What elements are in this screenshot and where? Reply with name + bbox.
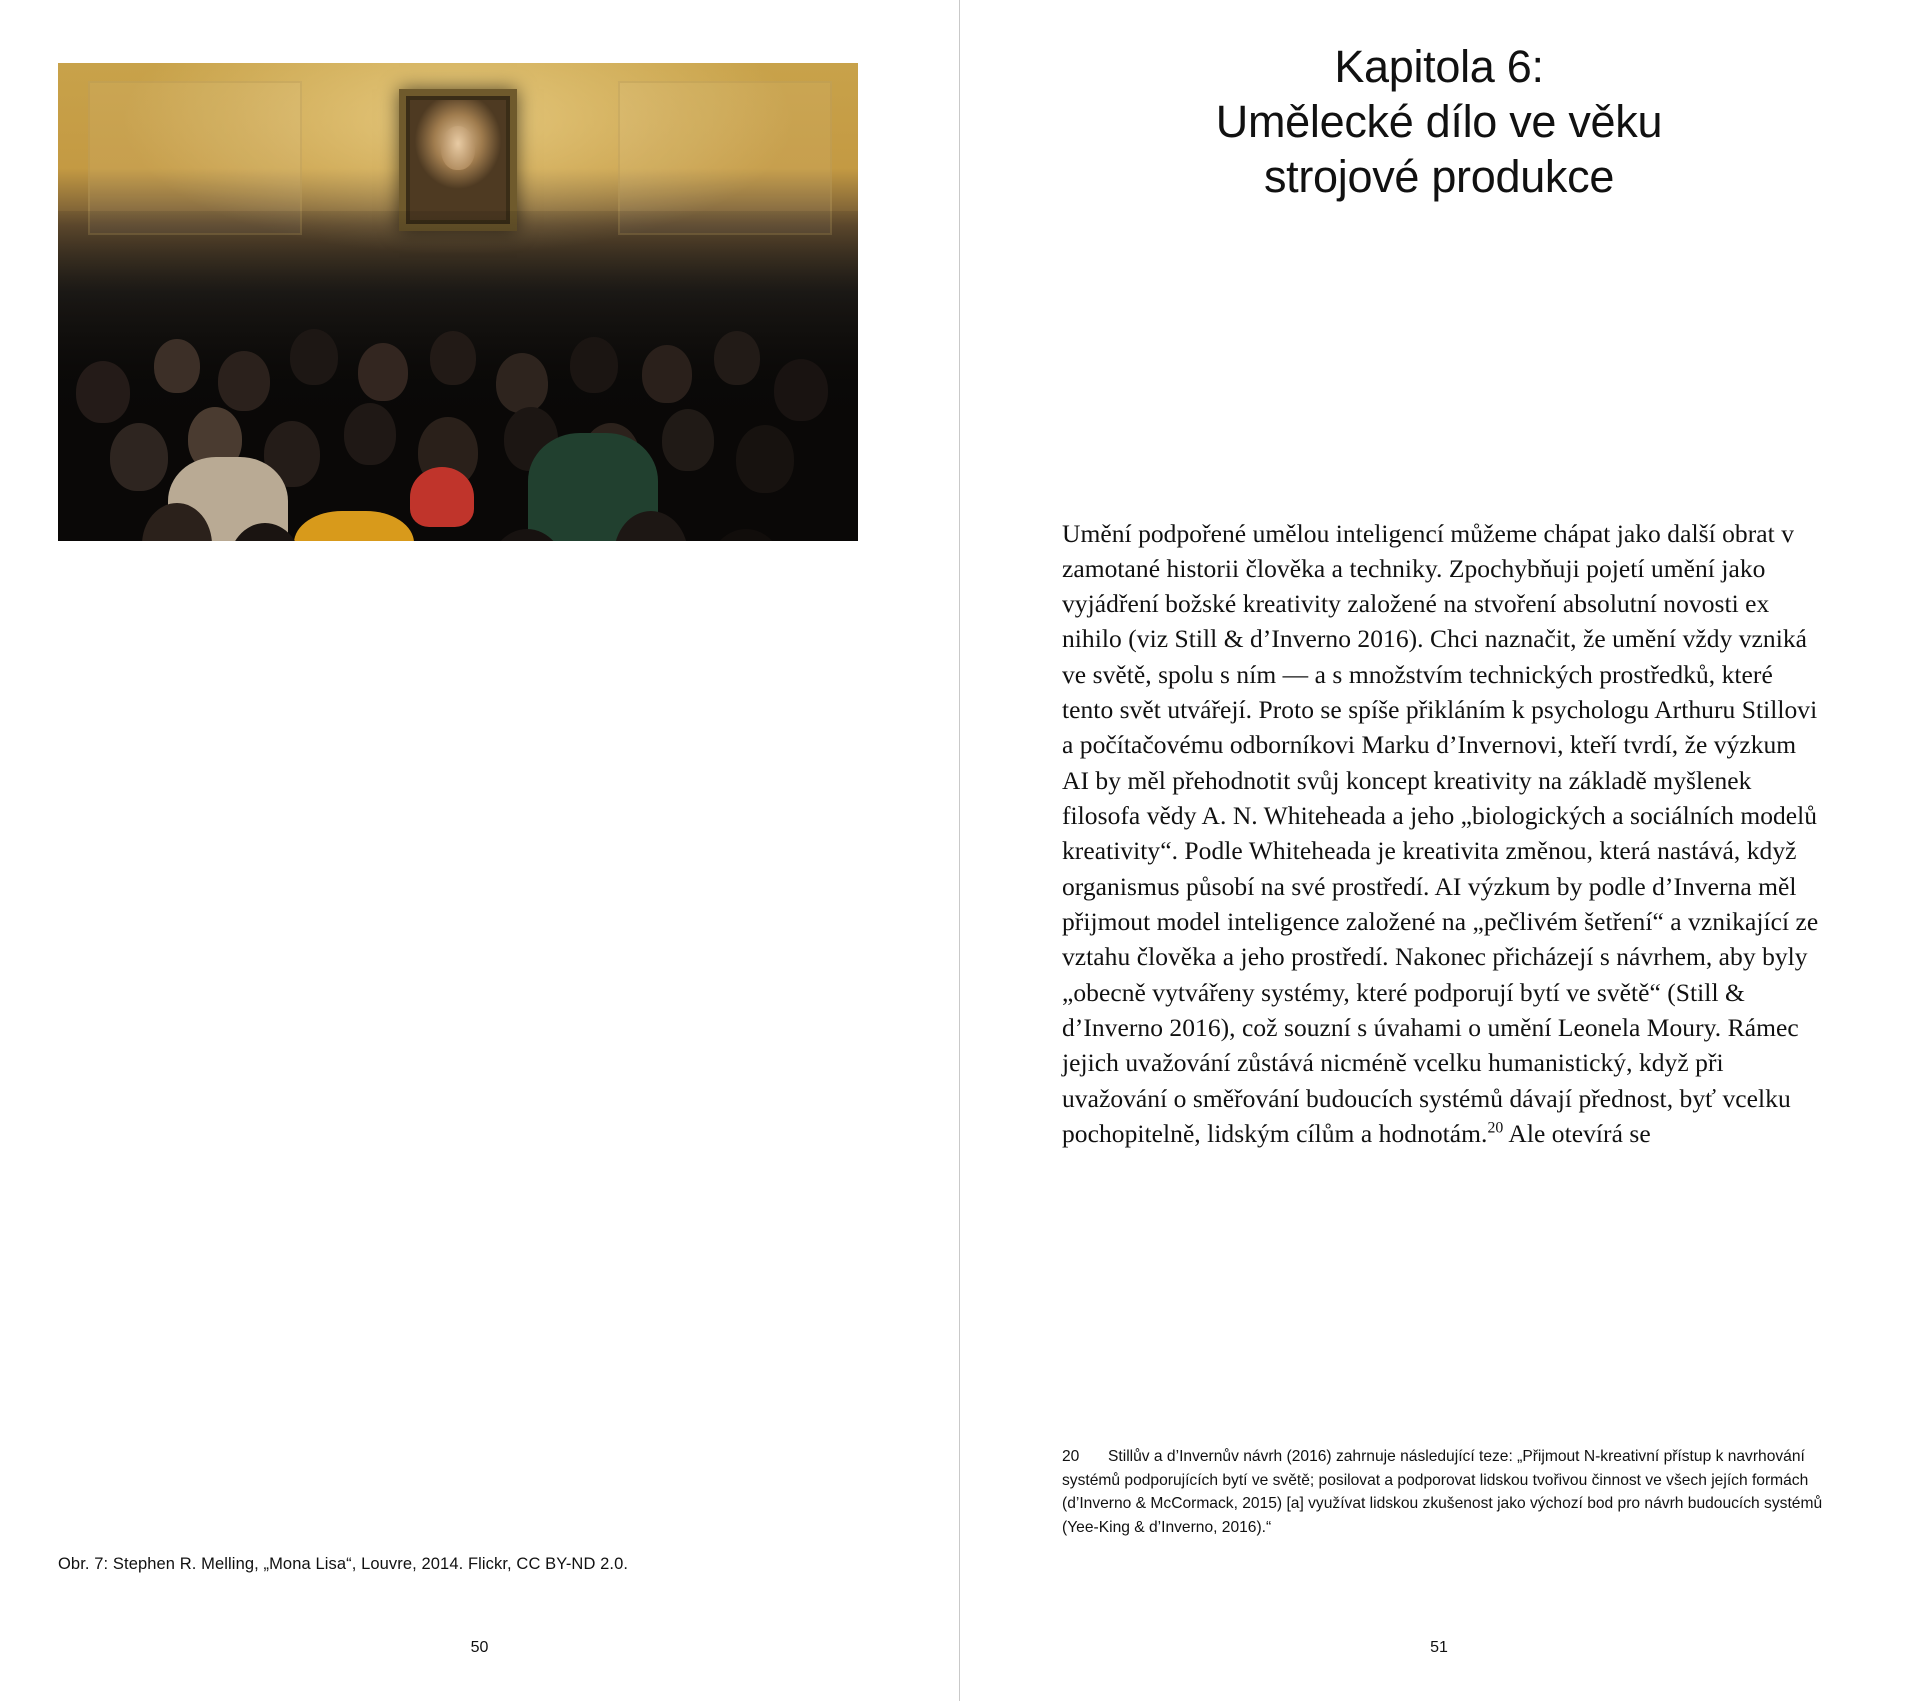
yellow-garment [294,511,414,541]
footnote-marker: 20 [1487,1119,1504,1137]
body-paragraph-tail: Ale otevírá se [1503,1118,1651,1148]
page-number-right: 51 [1430,1639,1448,1656]
crowd-of-visitors [58,211,858,541]
mona-lisa-canvas [410,100,506,220]
chapter-title-line-1: Kapitola 6: [1334,41,1544,92]
chapter-title [1019,40,1859,205]
chapter-title-line-2: Umělecké dílo ve věku [1215,95,1663,147]
photograph [58,63,858,541]
figure-mona-lisa-crowd [58,63,858,541]
red-hat [410,467,474,527]
footnote-text: Stillův a d’Invernův návrh (2016) zahrnuje následující teze: „Přijmout N-kreativní přístup k navrhování systémů podporujících bytí ve světě; posilovat a podporovat lidskou tvořivou činnost ve všech jejích formách (d’Inverno & McCormack, 2015) [a] využívat lidskou zkušenost jako výchozí bod pro návrh budoucích systémů (Yee-King & d’Inverno, 2016).“ [1062,1448,1823,1537]
body-paragraph-text: Umění podpořené umělou inteligencí můžeme chápat jako další obrat v zamotané historii člověka a techniky. Zpochybňuji pojetí umění jako vyjádření božské kreativity založené na stvoření absolutní novosti ex nihilo (viz Still & d’Inverno 2016). Chci naznačit, že umění vždy vzniká ve světě, spolu s ním — a s množstvím technických prostředků, které tento svět utvářejí. Proto se spíše přikláním k psychologu Arthuru Stillovi a počítačovému odborníkovi Marku d’Invernovi, kteří tvrdí, že výzkum AI by měl přehodnotit svůj koncept kreativity na základě myšlenek filosofa vědy A. N. Whiteheada a jeho „biologických a sociálních modelů kreativity“. Podle Whiteheada je kreativita změnou, která nastává, když organismus působí na své prostředí. AI výzkum by podle d’Inverna měl přijmout model inteligence založené na „pečlivém šetření“ a vznikající ze vztahu člověka a jeho prostředí. Nakonec přicházejí s návrhem, aby byly „obecně vytvářeny systémy, které podporují bytí ve světě“ (Still & d’Inverno 2016), což souzní s úvahami o umění Leonela Moury. Rámec jejich uvažování zůstává nicméně vcelku humanistický, když při uvažování o směřování budoucích systémů dávají přednost, byť vcelku pochopitelně, lidským cílům a hodnotám. [1062,518,1819,1148]
right-page [959,0,1919,1701]
figure-caption: Obr. 7: Stephen R. Melling, „Mona Lisa“, Louvre, 2014. Flickr, CC BY-ND 2.0. [58,1555,629,1573]
chapter-title-line-3: strojové produkce [1263,150,1615,202]
page-number-left: 50 [470,1639,489,1656]
body-paragraph [1062,516,1822,1152]
left-page [0,0,959,1701]
footnote-number: 20 [1062,1448,1080,1465]
footnote-block [1062,1445,1832,1540]
mona-lisa-frame [399,89,517,231]
mona-lisa-figure [441,126,475,170]
